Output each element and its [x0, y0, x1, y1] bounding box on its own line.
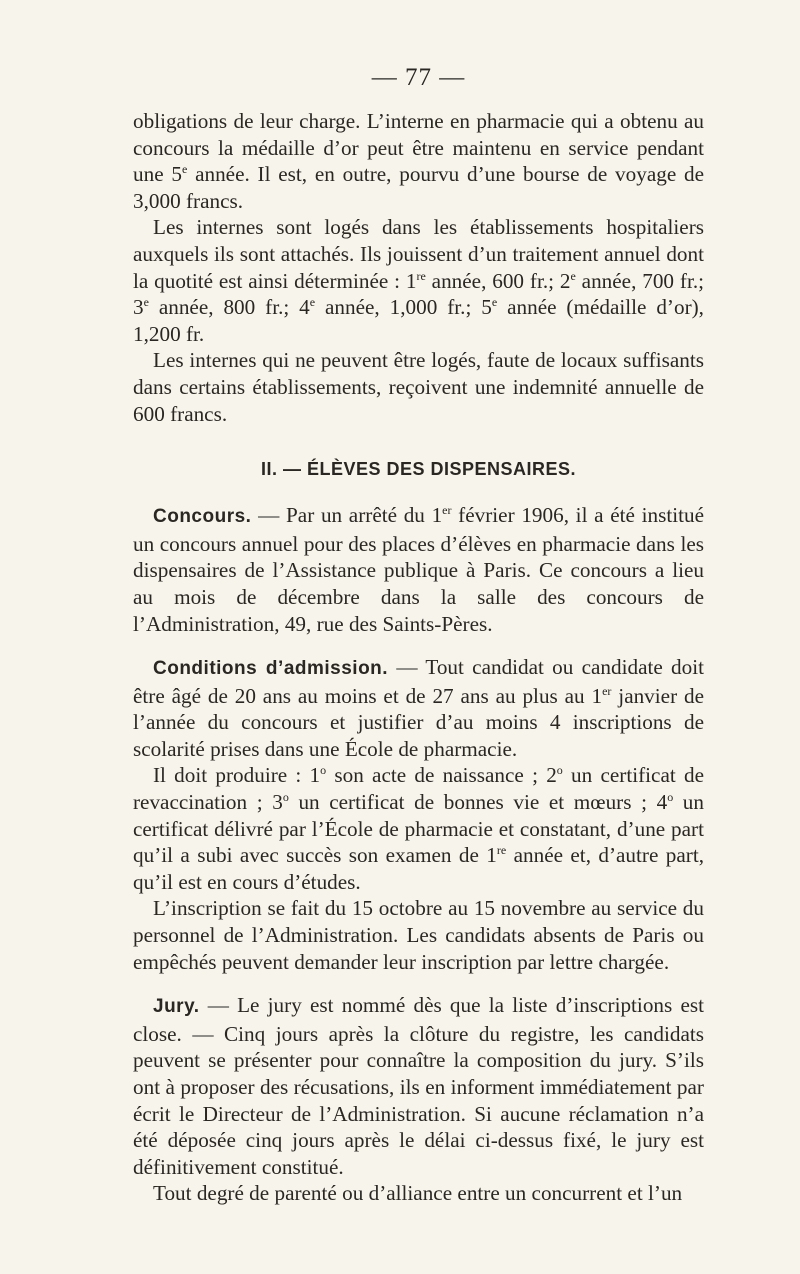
text-run: son acte de naissance ; 2 — [326, 763, 557, 788]
superscript: e — [491, 295, 498, 310]
text-run: Il doit produire : 1 — [153, 763, 321, 788]
superscript: o — [282, 790, 289, 804]
superscript: re — [416, 268, 426, 283]
superscript: o — [320, 763, 327, 778]
text-run: année. Il est, en outre, pourvu d’une bourse de voyage de 3,000 francs. — [133, 162, 705, 213]
superscript: e — [181, 162, 188, 177]
run-in-heading-conditions: Conditions d’admission. — [153, 658, 389, 680]
superscript: e — [570, 268, 576, 283]
paragraph-jury — [133, 992, 704, 1180]
superscript: o — [556, 763, 563, 778]
text-run: année, 1,000 fr.; 5 — [315, 295, 492, 320]
paragraph-conditions — [133, 654, 704, 762]
paragraph-indemnite: Les internes qui ne peuvent être logés, faute de locaux suffisants dans certains établissements, reçoivent une indemnité annuelle de 600 francs. — [133, 348, 704, 426]
paragraph-concours — [133, 502, 704, 637]
section-heading: II. — ÉLÈVES DES DISPENSAIRES. — [260, 459, 577, 480]
text-run: janvier de l’année du concours et justifier d’au moins 4 inscriptions de scolarité prises dans une École de pharmacie. — [133, 683, 704, 761]
text-run: un certificat de revaccination ; 3 — [133, 763, 704, 815]
text-run: Les internes sont logés dans les établissements hospitaliers auxquels ils sont attachés. Ils jouissent d’un traitement annuel dont la quotité est ainsi déterminée : 1 — [133, 215, 704, 293]
paragraph-pieces — [133, 762, 704, 895]
text-run: année, 700 fr.; 3 — [133, 268, 705, 320]
run-in-heading-jury: Jury. — [153, 996, 200, 1018]
text-run: année, 600 fr.; 2 — [425, 268, 571, 293]
page-number: — 77 — — [371, 64, 466, 91]
paragraph-inscription: L’inscription se fait du 15 octobre au 15 novembre au service du personnel de l’Administration. Les candidats absents de Paris ou empêchés peuvent demander leur inscription par lettre chargée. — [133, 896, 704, 974]
paragraph-parente: Tout degré de parenté ou d’alliance entre un concurrent et l’un — [153, 1181, 683, 1206]
paragraph-traitement — [133, 214, 704, 347]
text-run: février 1906, il a été institué un concours annuel pour des places d’élèves en pharmacie dans les dispensaires de l’Assistance publique à Paris. Ce concours a lieu au mois de décembre dans la salle des concours de l’Administration, 49, rue des Saints-Pères. — [133, 503, 704, 636]
text-run: — Tout candidat ou candidate doit être âgé de 20 ans au moins et de 27 ans au plus au 1 — [133, 655, 704, 708]
superscript: o — [667, 790, 674, 804]
text-run: un certificat délivré par l’École de pharmacie et constatant, d’une part qu’il a subi avec succès son examen de 1 — [133, 790, 704, 868]
text-run: — Par un arrêté du 1 — [251, 503, 443, 528]
text-run: — Le jury est nommé dès que la liste d’inscriptions est close. — Cinq jours après la clôture du registre, les candidats peuvent se présenter pour connaître la composition du jury. S’ils ont à proposer des récusations, ils en informent immédiatement par écrit le Directeur de l’Administration. Si aucune réclamation n’a été déposée cinq jours après le délai ci-dessus fixé, le jury est définitivement constitué. — [133, 993, 704, 1179]
superscript: er — [602, 683, 612, 698]
superscript: e — [309, 295, 316, 310]
run-in-heading-concours: Concours. — [153, 506, 252, 528]
paragraph-obligations — [133, 108, 704, 214]
superscript: re — [496, 843, 507, 858]
text-run: obligations de leur charge. L’interne en pharmacie qui a obtenu au concours la médaille d’or peut être maintenu en service pendant une 5 — [133, 109, 704, 187]
text-run: année (médaille d’or), 1,200 fr. — [133, 295, 704, 346]
superscript: e — [143, 295, 149, 310]
text-run: année, 800 fr.; 4 — [148, 295, 310, 320]
superscript: er — [442, 503, 452, 518]
text-run: année et, d’autre part, qu’il est en cours d’études. — [133, 843, 705, 894]
text-run: un certificat de bonnes vie et mœurs ; 4 — [288, 790, 668, 815]
